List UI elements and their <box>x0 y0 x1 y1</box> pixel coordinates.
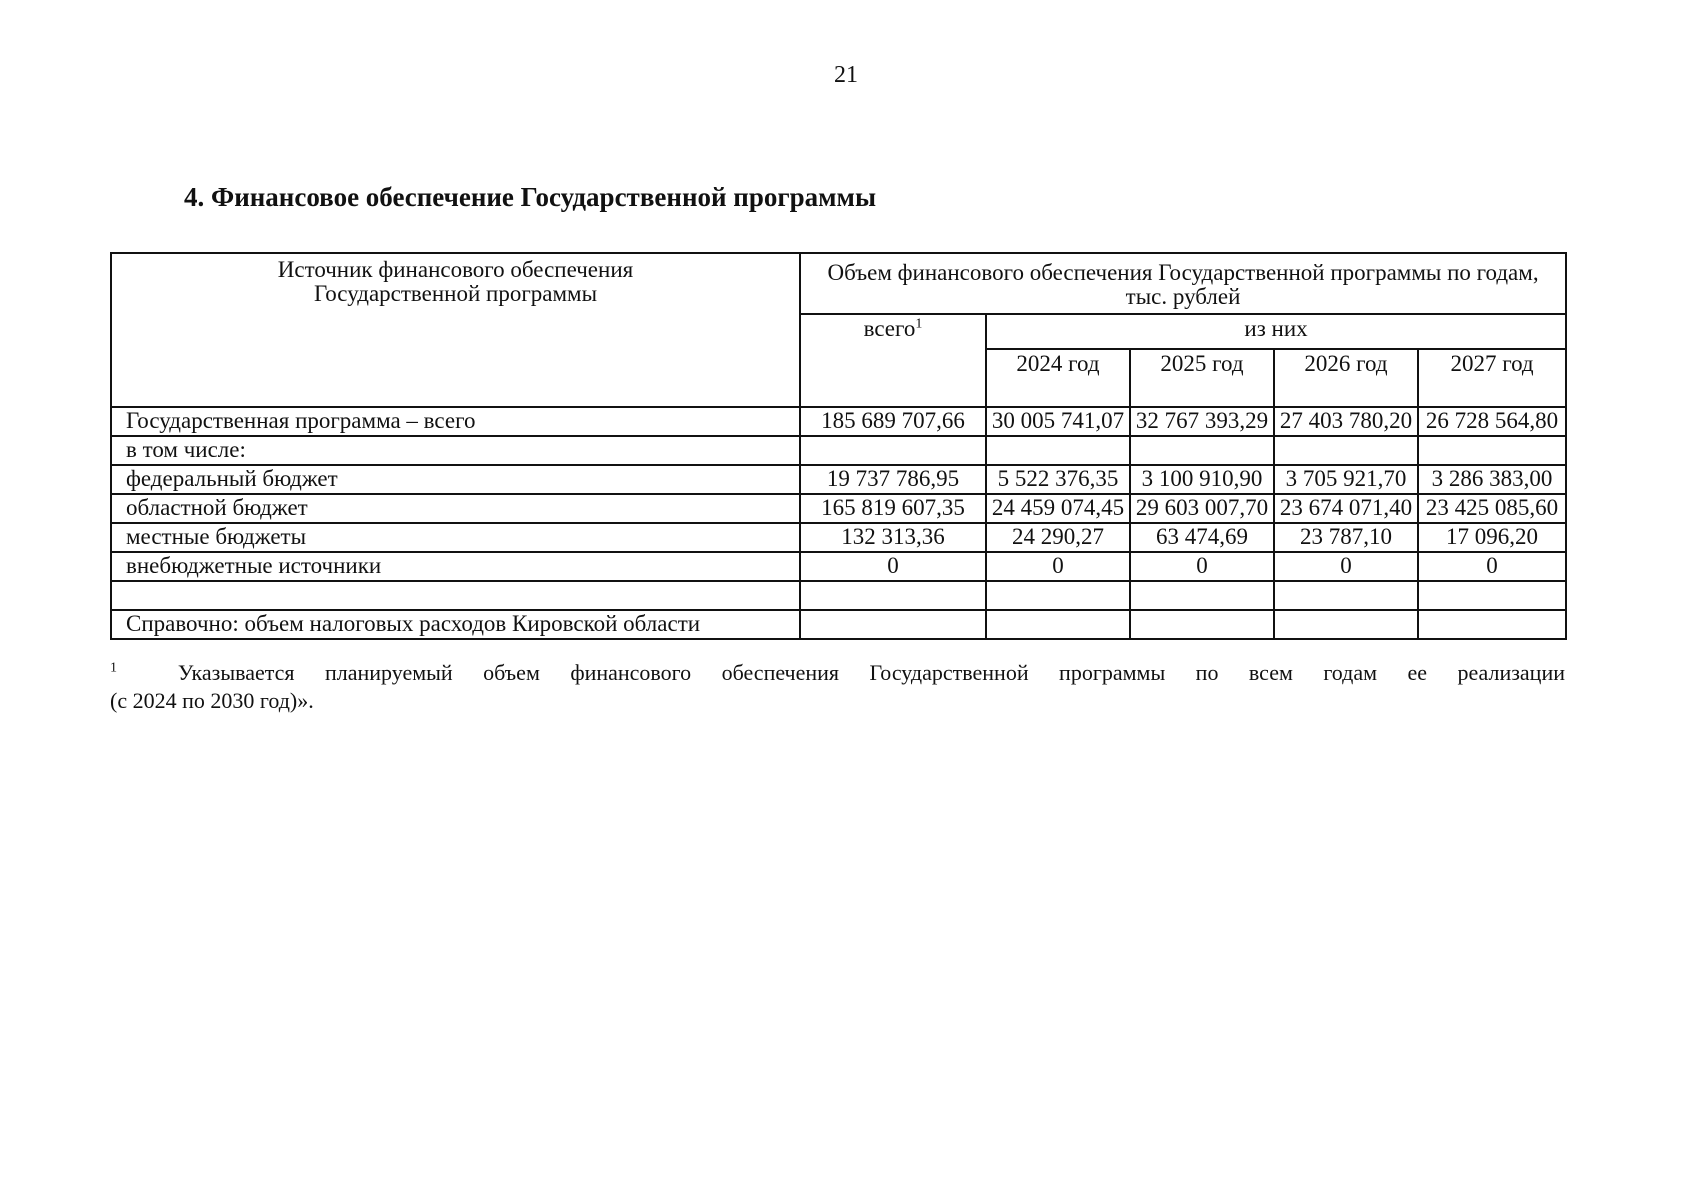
footnote <box>110 660 1565 685</box>
cell-2025: 29 603 007,70 <box>1130 494 1274 523</box>
cell-2025 <box>1130 436 1274 465</box>
cell-2024 <box>986 436 1130 465</box>
table-row <box>111 610 1566 639</box>
row-label: областной бюджет <box>111 494 800 523</box>
row-label: внебюджетные источники <box>111 552 800 581</box>
cell-2024: 30 005 741,07 <box>986 407 1130 436</box>
cell-2026 <box>1274 610 1418 639</box>
cell-total <box>800 610 986 639</box>
cell-2026: 3 705 921,70 <box>1274 465 1418 494</box>
cell-2025: 32 767 393,29 <box>1130 407 1274 436</box>
cell-2025 <box>1130 581 1274 610</box>
cell-2027 <box>1418 581 1566 610</box>
header-year-2027: 2027 год <box>1418 349 1566 407</box>
row-label: Справочно: объем налоговых расходов Кировской области <box>111 610 800 639</box>
header-source-line1: Источник финансового обеспечения <box>277 257 634 282</box>
header-volume-line2: тыс. рублей <box>1125 284 1241 309</box>
cell-2025: 3 100 910,90 <box>1130 465 1274 494</box>
cell-total: 132 313,36 <box>800 523 986 552</box>
row-label: Государственная программа – всего <box>111 407 800 436</box>
cell-2024: 24 459 074,45 <box>986 494 1130 523</box>
cell-2025: 63 474,69 <box>1130 523 1274 552</box>
cell-2024: 5 522 376,35 <box>986 465 1130 494</box>
table-row <box>111 581 1566 610</box>
header-source-line2: Государственной программы <box>313 281 598 307</box>
cell-2024 <box>986 610 1130 639</box>
table-row <box>111 494 1566 523</box>
cell-2026: 23 674 071,40 <box>1274 494 1418 523</box>
cell-2025 <box>1130 610 1274 639</box>
header-source <box>111 253 800 407</box>
header-year-2025: 2025 год <box>1130 349 1274 407</box>
table-row <box>111 552 1566 581</box>
footnote-mark: 1 <box>915 316 923 332</box>
cell-total: 185 689 707,66 <box>800 407 986 436</box>
cell-2027: 3 286 383,00 <box>1418 465 1566 494</box>
cell-2027: 0 <box>1418 552 1566 581</box>
cell-2027 <box>1418 436 1566 465</box>
header-of-which: из них <box>986 314 1566 349</box>
cell-total: 165 819 607,35 <box>800 494 986 523</box>
header-volume <box>800 253 1566 314</box>
row-label: федеральный бюджет <box>111 465 800 494</box>
cell-2025: 0 <box>1130 552 1274 581</box>
row-label <box>111 581 800 610</box>
table-row <box>111 407 1566 436</box>
cell-2024 <box>986 581 1130 610</box>
cell-2026: 27 403 780,20 <box>1274 407 1418 436</box>
cell-2026 <box>1274 436 1418 465</box>
row-label: в том числе: <box>111 436 800 465</box>
header-total <box>800 314 986 407</box>
cell-2024: 0 <box>986 552 1130 581</box>
cell-2024: 24 290,27 <box>986 523 1130 552</box>
section-title: 4. Финансовое обеспечение Государственной программы <box>184 182 877 212</box>
cell-2026: 0 <box>1274 552 1418 581</box>
cell-2027: 23 425 085,60 <box>1418 494 1566 523</box>
cell-2027 <box>1418 610 1566 639</box>
page-number: 21 <box>834 62 858 88</box>
cell-2027: 17 096,20 <box>1418 523 1566 552</box>
table-row <box>111 523 1566 552</box>
financing-table <box>110 252 1567 640</box>
row-label: местные бюджеты <box>111 523 800 552</box>
header-volume-line1: Объем финансового обеспечения Государственной программы по годам, <box>827 259 1539 285</box>
footnote-mark: 1 <box>110 660 117 676</box>
cell-total <box>800 581 986 610</box>
table-row <box>111 436 1566 465</box>
footnote-line2: (с 2024 по 2030 год)». <box>110 688 314 713</box>
header-year-2026: 2026 год <box>1274 349 1418 407</box>
cell-total: 0 <box>800 552 986 581</box>
cell-2026: 23 787,10 <box>1274 523 1418 552</box>
cell-2026 <box>1274 581 1418 610</box>
cell-2027: 26 728 564,80 <box>1418 407 1566 436</box>
header-year-2024: 2024 год <box>986 349 1130 407</box>
cell-total <box>800 436 986 465</box>
footnote-line1: Указывается планируемый объем финансового обеспечения Государственной программы по всем годам ее реализации <box>177 660 1566 685</box>
table-row <box>111 465 1566 494</box>
header-total-label: всего <box>863 316 916 341</box>
cell-total: 19 737 786,95 <box>800 465 986 494</box>
